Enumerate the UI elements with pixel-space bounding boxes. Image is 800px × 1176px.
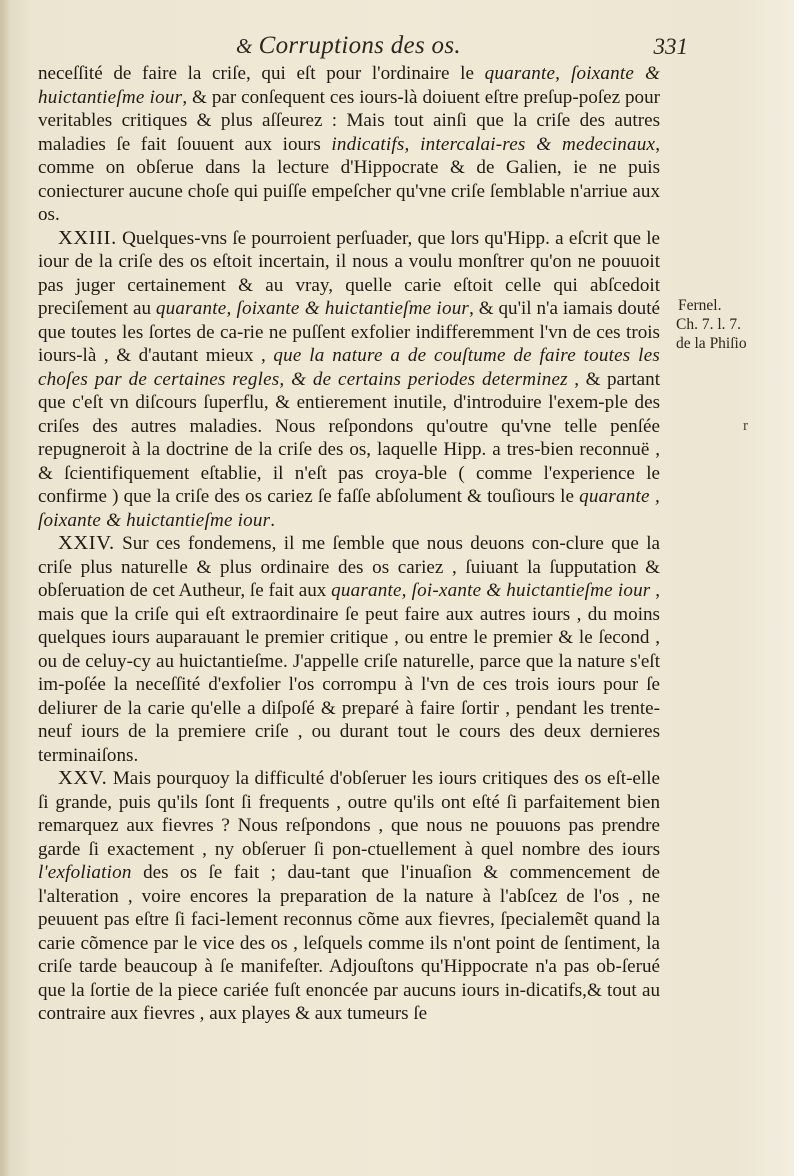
text-run: , mais que la criſe qui eſt extraordinaire ſe peut faire aux autres iours , du moins quelques iours auparauant le premier critique , ou entre le premier & le ſecond , ou de celuy-cy au huictantieſme. J'appelle criſe naturelle, parce que la nature s'eſt im-poſée la neceſſité d'exfolier l'os corrompu à l'vn de ces trois iours pour ſe deliurer de la carie qu'elle a diſpoſé & preparé à faire ſortir , pendant les trente-neuf iours de la premiere criſe , ou durant tout le cours des deux dernieres terminaiſons. [38,580,661,766]
margin-note-line: Ch. 7. l. 7. [676,316,742,333]
text-run: Mais pourquoy la difficulté d'obſeruer les iours critiques des os eſt-elle ſi grande, puis qu'ils ſont ſi frequents , outre qu'ils ont eſté ſi parfaitement bien remarquez aux fievres ? Nous reſpondons , que nous ne pouuons pas prendre garde ſi exactement , ny obſeruer ſi pon-ctuellement à quel nombre des iours [38,768,660,860]
page-edge [794,0,800,1176]
paragraph-xxiii [38,227,660,533]
section-number: XXV. [58,767,108,789]
text-run: Sur ces fondemens, il me ſemble que nous deuons con-clure que la criſe plus naturelle & plus ordinaire des os cariez , ſuiuant la ſupputation & obſeruation de cet Autheur, ſe fait aux [38,533,660,601]
italic-run: quarante, ſoi-xante & huictantieſme iour [331,580,651,601]
page-number: 331 [653,34,688,59]
paragraph-xxiv [38,532,660,767]
section-number: XXIV. [58,532,115,554]
text-run: , & partant que c'eſt vn diſcours ſuperflu, & entierement inutile, d'introduire l'exem-ple des criſes des autres maladies. Nous reſpondons qu'outre qu'vne telle penſée repugneroit à la doctrine de la criſe des os, laquelle Hipp. a tres-bien reconnuë , & ſcientifiquement eſtablie, il n'eſt pas croya-ble ( comme l'experience le confirme ) que la criſe des os cariez ſe faſſe abſolument & touſiours le [38,368,660,507]
ampersand-ornament: & [236,34,253,58]
italic-run: quarante , ſoixante & huictantieſme iour [38,486,661,531]
text-run: , comme on obſerue dans la lecture d'Hippocrate & de Galien, ie ne puis coniecturer aucune choſe qui puiſſe empeſcher qu'vne criſe ſemblable n'arriue aux os. [38,133,660,225]
paragraph-xxv [38,767,660,1026]
text-run: . [270,509,276,531]
text-run: Quelques-vns ſe pourroient perſuader, que lors qu'Hipp. a eſcrit que le iour de la criſe des os eſtoit incertain, il nous a voulu monſtrer qu'on ne pouuoit pas juger certainement & au vray, quelle carie eſtoit celle qui abſcedoit preciſement au [38,227,660,319]
gutter-shadow [0,0,10,1176]
margin-note-line: de la Phiſio [676,335,747,352]
text-run: neceſſité de faire la criſe, qui eſt pour l'ordinaire le [38,63,485,84]
italic-run: quarante, ſoixante & huictantieſme iour [38,63,660,108]
text-run: des os ſe fait ; dau-tant que l'inuaſion & commencement de l'alteration , voire encores la preparation de la nature à l'abſcez de l'os , ne peuuent pas eſtre ſi faci-lement reconnus cõme aux fievres, ſpecialemẽt quand la carie cõmence par le vice des os , leſquels comme ils n'ont point de ſentiment, la criſe tarde beaucoup à ſe manifeſter. Adjouſtons qu'Hippocrate n'a pas ob-ſerué que la ſortie de la piece cariée fuſt enoncée par aucuns iours in-dicatifs,& tout au contraire aux fievres , aux playes & aux tumeurs ſe [38,862,660,1024]
main-text [38,62,660,1026]
text-run: , & qu'il n'a iamais douté que toutes les ſortes de ca-rie ne puſſent exfolier indifferemment l'vn de ces trois iours-là , & d'autant mieux , [38,298,660,366]
text-run: , & par conſequent ces iours-là doiuent eſtre preſup-poſez pour veritables critiques & plus aſſeurez : Mais tout ainſi que la criſe des autres maladies ſe fait ſouuent aux iours [38,86,660,155]
italic-run: que la nature a de couſtume de faire toutes les choſes par de certaines regles, & de certains periodes determinez [38,345,660,390]
italic-run: quarante, ſoixante & huictantieſme iour [155,298,470,319]
margin-note-line: Fernel. [678,297,722,314]
italic-run: indicatifs, intercalai-res & medecinaux [331,133,656,155]
margin-note [676,296,786,353]
italic-run: l'exfoliation [38,862,132,883]
stray-mark: r [743,418,748,434]
running-head [60,32,688,66]
paragraph-continued [38,62,660,227]
section-number: XXIII. [58,226,117,249]
running-title [236,32,461,60]
running-title-text: Corruptions des os. [258,32,461,59]
